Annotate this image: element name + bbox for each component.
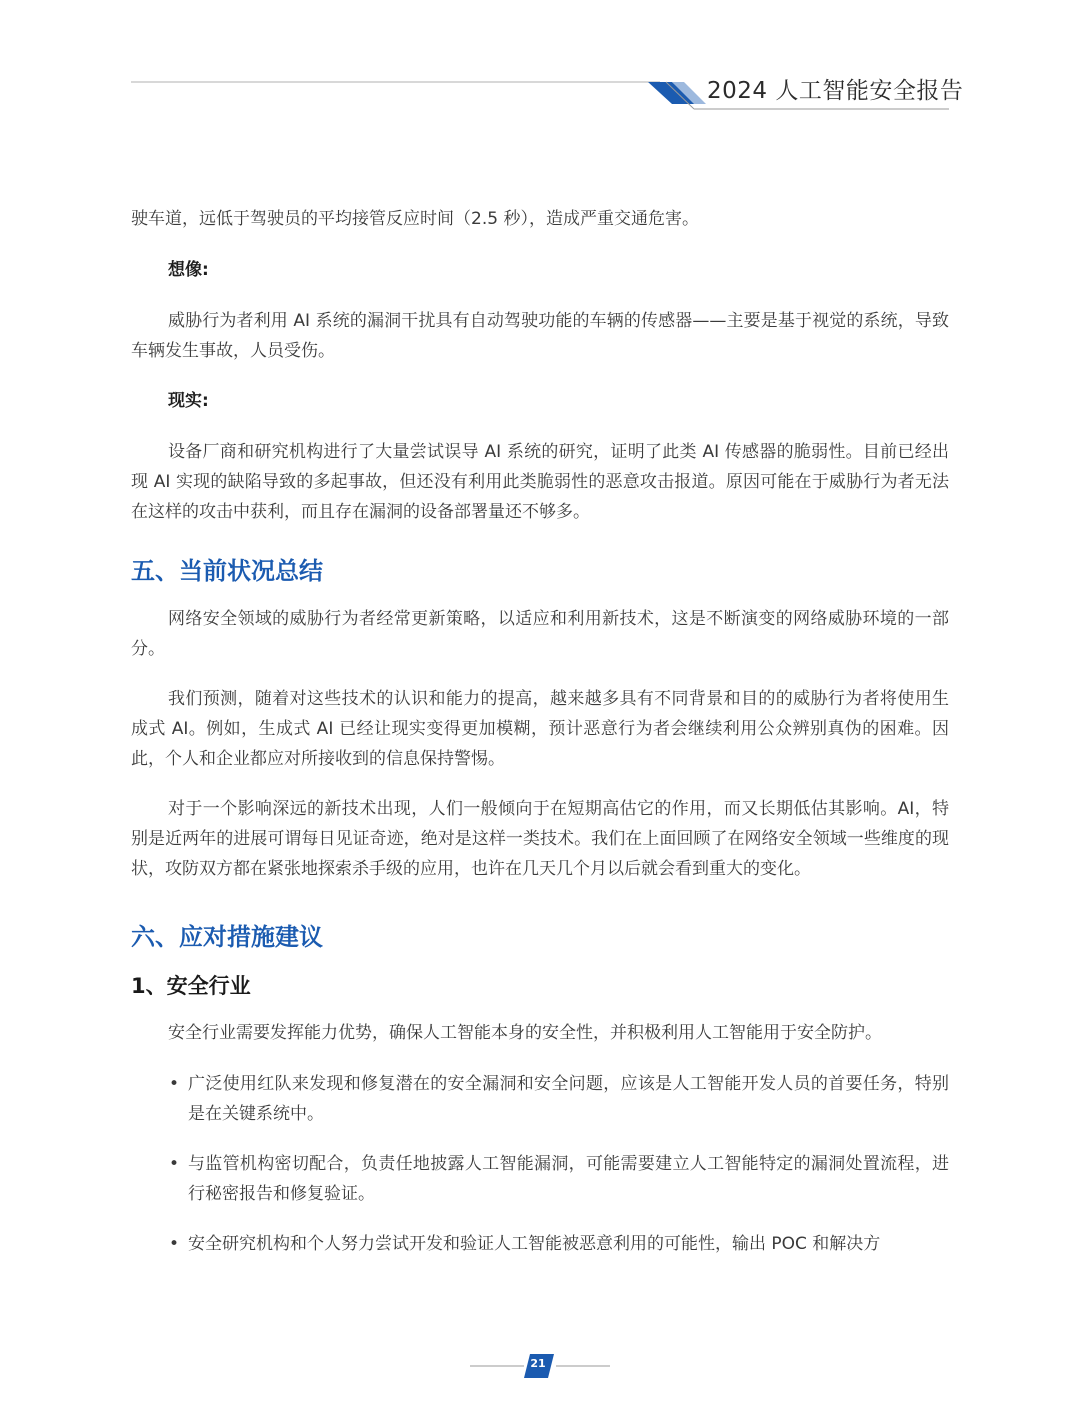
- bullet-dot: •: [169, 1234, 180, 1254]
- section-5-paragraph-3: 对于一个影响深远的新技术出现，人们一般倾向于在短期高估它的作用，而又长期低估其影响。AI，特别是近两年的进展可谓每日见证奇迹，绝对是这样一类技术。我们在上面回顾了在网络安全领域一些维度的现状，攻防双方都在紧张地探索杀手级的应用，也许在几天几个月以后就会看到重大的变化。: [131, 799, 949, 879]
- section-6-title: 六、应对措施建议: [131, 923, 323, 951]
- section-5-title: 五、当前状况总结: [131, 557, 323, 585]
- bullet-dot: •: [169, 1154, 180, 1174]
- section-6-intro: 安全行业需要发挥能力优势，确保人工智能本身的安全性，并积极利用人工智能用于安全防护。: [168, 1023, 882, 1043]
- bullet-dot: •: [169, 1074, 180, 1094]
- label-imagine: 想像:: [168, 260, 209, 280]
- bullet-item: [131, 1229, 949, 1259]
- section-5-paragraph-2: 我们预测，随着对这些技术的认识和能力的提高，越来越多具有不同背景和目的的威胁行为者将使用生成式 AI。例如，生成式 AI 已经让现实变得更加模糊，预计恶意行为者会继续利用公众辨别真伪的困难。因此，个人和企业都应对所接收到的信息保持警惕。: [131, 689, 949, 769]
- page-content: [131, 204, 949, 1259]
- bullet-text: 安全研究机构和个人努力尝试开发和验证人工智能被恶意利用的可能性，输出 POC 和解决方: [188, 1234, 881, 1254]
- paragraph-reality: 设备厂商和研究机构进行了大量尝试误导 AI 系统的研究，证明了此类 AI 传感器的脆弱性。目前已经出现 AI 实现的缺陷导致的多起事故，但还没有利用此类脆弱性的恶意攻击报道。原因可能在于威胁行为者无法在这样的攻击中获利，而且存在漏洞的设备部署量还不够多。: [131, 442, 949, 522]
- page-number: 21: [530, 1357, 546, 1370]
- bullet-item: [131, 1069, 949, 1129]
- bullet-text: 与监管机构密切配合，负责任地披露人工智能漏洞，可能需要建立人工智能特定的漏洞处置流程，进行秘密报告和修复验证。: [188, 1154, 949, 1204]
- paragraph-imagine: 威胁行为者利用 AI 系统的漏洞干扰具有自动驾驶功能的车辆的传感器——主要是基于视觉的系统，导致车辆发生事故，人员受伤。: [131, 311, 949, 361]
- bullet-item: [131, 1149, 949, 1209]
- page-header: [0, 0, 1080, 120]
- section-5-paragraph-1: 网络安全领域的威胁行为者经常更新策略，以适应和利用新技术，这是不断演变的网络威胁环境的一部分。: [131, 609, 949, 659]
- paragraph-continuation: 驶车道，远低于驾驶员的平均接管反应时间（2.5 秒），造成严重交通危害。: [131, 209, 699, 229]
- label-reality: 现实:: [168, 391, 209, 411]
- bullet-text: 广泛使用红队来发现和修复潜在的安全漏洞和安全问题，应该是人工智能开发人员的首要任务，特别是在关键系统中。: [188, 1074, 949, 1124]
- report-title: 2024 人工智能安全报告: [707, 78, 964, 104]
- subsection-1-title: 1、安全行业: [131, 974, 251, 998]
